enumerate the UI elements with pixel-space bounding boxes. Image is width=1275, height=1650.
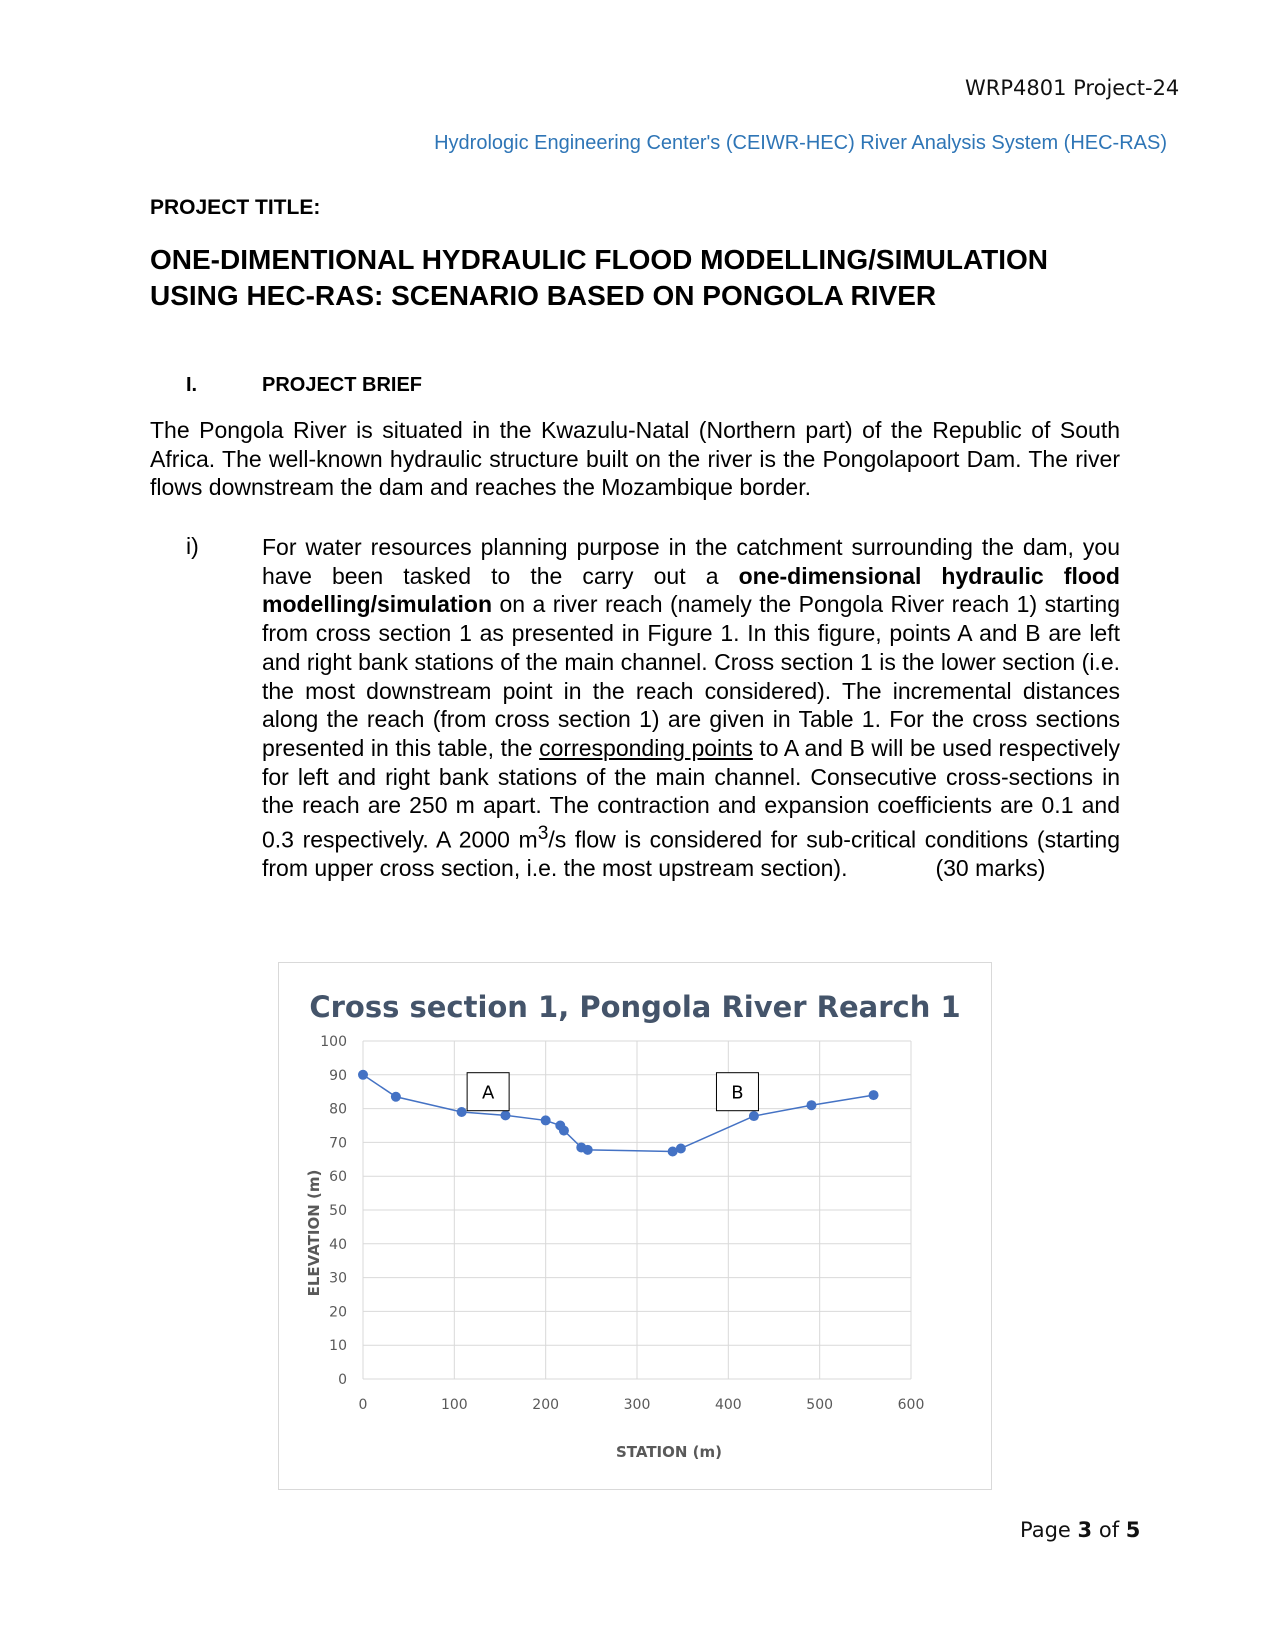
data-point — [559, 1126, 569, 1136]
section-number: I. — [186, 374, 198, 396]
y-tick-label: 10 — [329, 1338, 347, 1355]
annotation-label: A — [481, 1082, 495, 1104]
data-point — [500, 1110, 510, 1120]
data-point — [358, 1070, 368, 1080]
chart-annotations — [467, 1073, 758, 1111]
page-prefix: Page — [1020, 1518, 1071, 1542]
item-paragraph — [262, 533, 1120, 883]
x-tick-label: 0 — [358, 1397, 368, 1413]
data-point — [806, 1100, 816, 1110]
document-subtitle: Hydrologic Engineering Center's (CEIWR-HEC) River Analysis System (HEC-RAS) — [434, 132, 1167, 154]
series-line — [363, 1075, 874, 1152]
y-tick-label: 100 — [320, 1034, 347, 1050]
figure-1-chart — [278, 962, 992, 1490]
data-point — [583, 1145, 593, 1155]
project-title-line-1: ONE-DIMENTIONAL HYDRAULIC FLOOD MODELLING/SIMULATION — [150, 244, 1049, 275]
item-text-bold: one-dimensional hydraulic flood modelling/simulation — [262, 562, 1120, 618]
y-axis-label: ELEVATION (m) — [305, 1169, 323, 1297]
data-point — [676, 1143, 686, 1153]
y-tick-label: 80 — [329, 1101, 347, 1118]
annotation-label: B — [731, 1082, 744, 1104]
y-tick-label: 70 — [329, 1135, 347, 1152]
y-tick-label: 20 — [329, 1304, 347, 1321]
data-point — [391, 1092, 401, 1102]
page-number — [1020, 1518, 1140, 1542]
y-tick-label: 0 — [338, 1372, 347, 1388]
page-of: of — [1098, 1518, 1120, 1542]
y-tick-label: 40 — [329, 1236, 347, 1253]
chart-series — [358, 1070, 879, 1157]
x-tick-label: 600 — [897, 1397, 925, 1413]
x-axis-label: STATION (m) — [616, 1443, 722, 1461]
data-point — [457, 1107, 467, 1117]
data-point — [869, 1090, 879, 1100]
item-text-b: on a river reach (namely the Pongola River reach 1) starting from cross section 1 as presented in Figure 1. In this figure, points A and B are left and right bank stations of the main channel. Cross section 1 is the lower section (i.e. the most downstream point in the reach considered). The incremental distances along the reach (from cross section 1) are given in Table 1. For the cross sections presented in this table, the — [262, 591, 1120, 761]
item-marks: (30 marks) — [935, 855, 1046, 882]
y-tick-label: 50 — [329, 1203, 347, 1219]
y-tick-label: 90 — [329, 1067, 347, 1084]
x-tick-label: 400 — [714, 1397, 742, 1413]
x-axis-ticks — [359, 1397, 925, 1413]
data-point — [541, 1115, 551, 1125]
item-text-d: /s flow is considered for sub-critical conditions (starting from upper cross section, i.e. the most upstream section). — [262, 826, 1121, 882]
project-title-label: PROJECT TITLE: — [150, 196, 321, 219]
section-title: PROJECT BRIEF — [262, 374, 423, 396]
project-title — [150, 242, 1150, 314]
item-text-underline: corresponding points — [539, 734, 753, 761]
chart-gridlines — [363, 1041, 911, 1379]
course-code: WRP4801 Project-24 — [965, 76, 1180, 100]
y-tick-label: 60 — [329, 1169, 347, 1186]
chart-svg — [279, 963, 991, 1489]
item-text-superscript: 3 — [537, 823, 549, 845]
item-text-a: For water resources planning purpose in the catchment surrounding the dam, you have been tasked to the carry out a — [262, 534, 1120, 589]
item-number: i) — [186, 533, 199, 559]
x-tick-label: 300 — [623, 1397, 651, 1413]
x-tick-label: 100 — [440, 1397, 468, 1413]
page-current: 3 — [1077, 1518, 1093, 1542]
x-tick-label: 200 — [532, 1397, 560, 1413]
data-point — [749, 1111, 759, 1121]
intro-paragraph: The Pongola River is situated in the Kwazulu-Natal (Northern part) of the Republic of South Africa. The well-known hydraulic structure built on the river is the Pongolapoort Dam. The river flows downstream the dam and reaches the Mozambique border. — [150, 417, 1120, 501]
item-text-c: to A and B will be used respectively for left and right bank stations of the main channel. Consecutive cross-sections in the reach are 250 m apart. The contraction and expansion coefficients are 0.1 and 0.3 respectively. A 2000 m — [262, 734, 1120, 853]
y-tick-label: 30 — [329, 1270, 347, 1287]
y-axis-ticks — [320, 1034, 347, 1388]
x-tick-label: 500 — [806, 1397, 834, 1413]
page-total: 5 — [1125, 1518, 1141, 1542]
project-title-line-2: USING HEC-RAS: SCENARIO BASED ON PONGOLA RIVER — [150, 280, 937, 311]
chart-title: Cross section 1, Pongola River Rearch 1 — [309, 990, 961, 1024]
